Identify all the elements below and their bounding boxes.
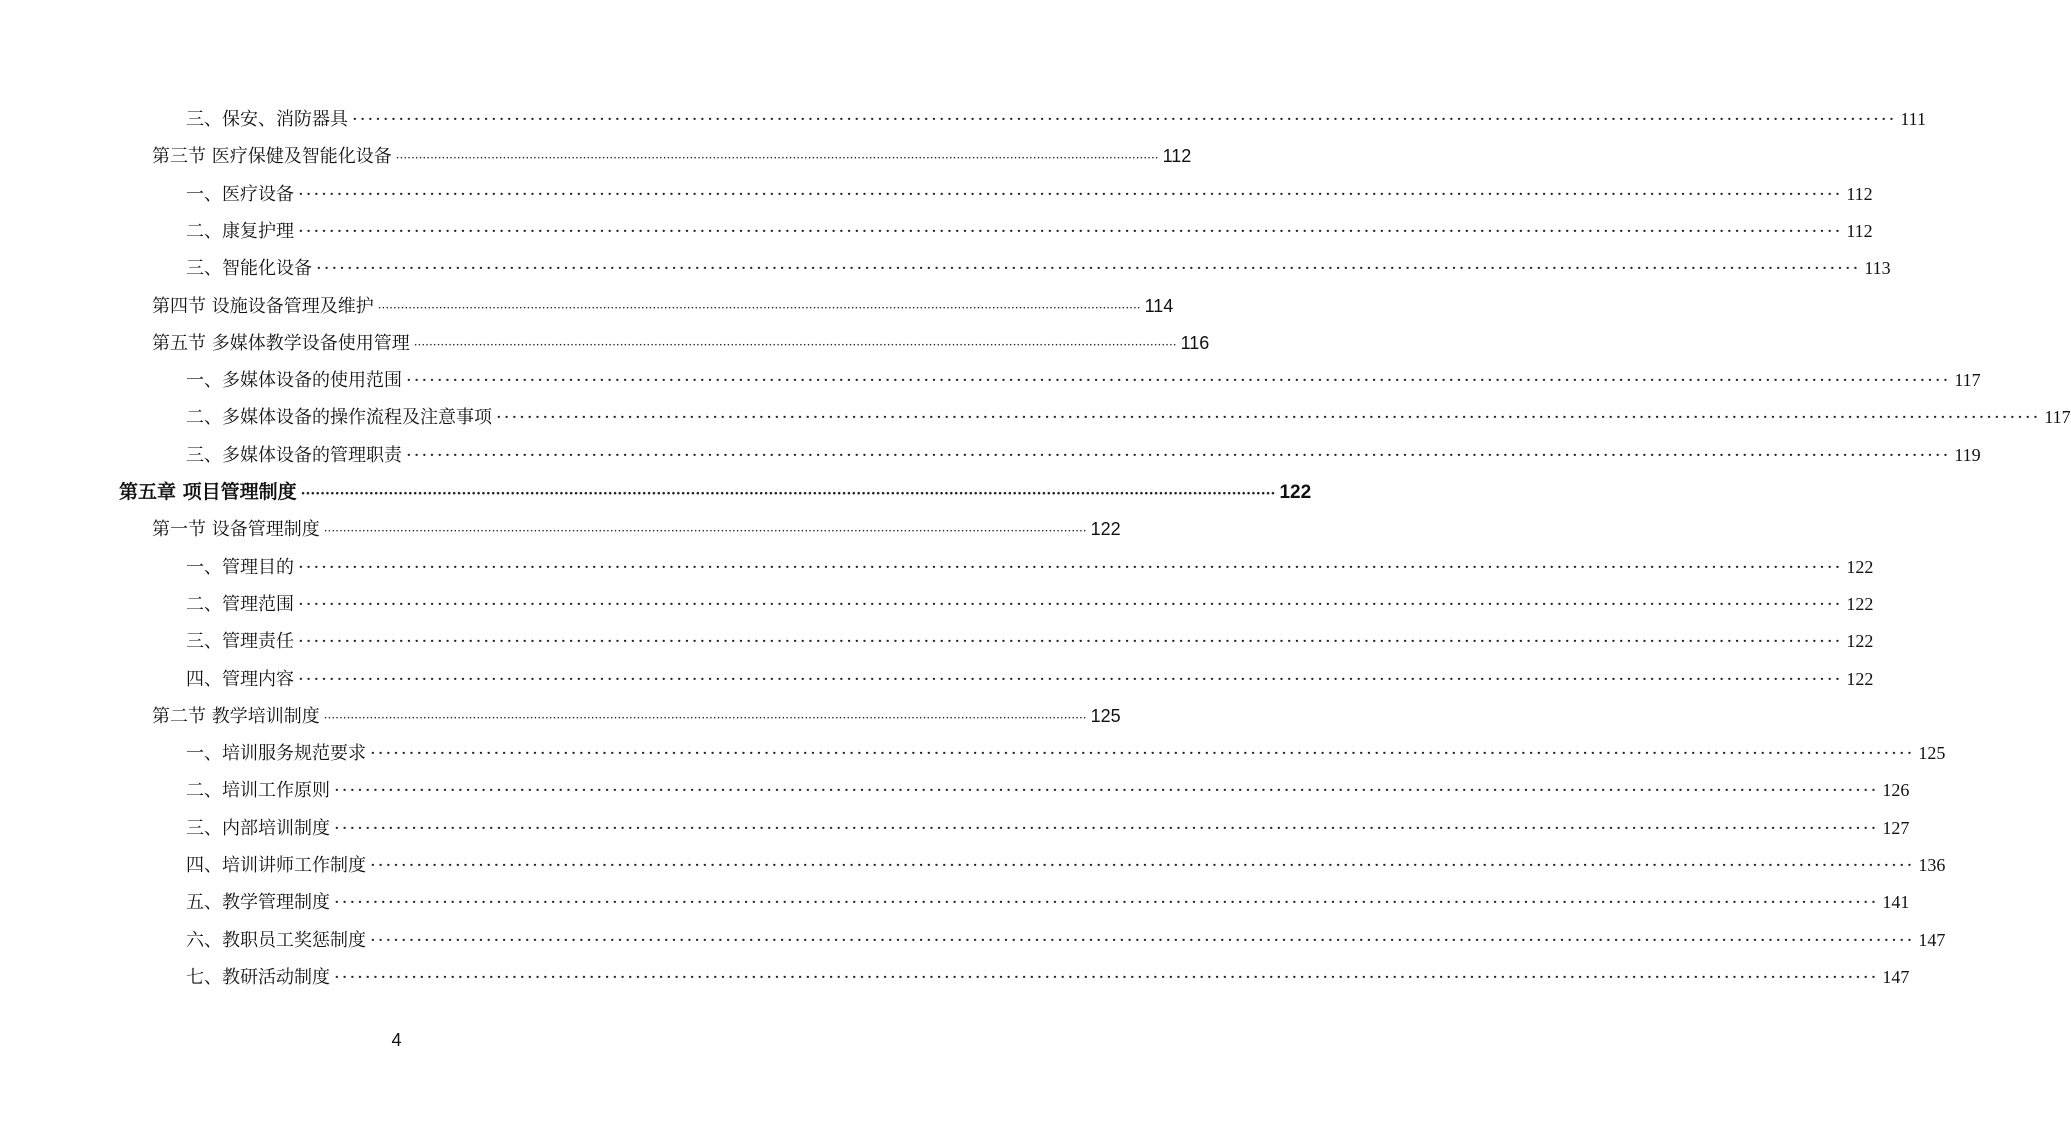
toc-entry-page: 122 bbox=[1279, 482, 1312, 503]
toc-leader-dots: ········································································································································································································ bbox=[298, 594, 1843, 615]
toc-entry[interactable] bbox=[152, 331, 1210, 355]
toc-entry[interactable] bbox=[186, 107, 1927, 131]
toc-entry-label: 一、管理目的 bbox=[186, 557, 294, 578]
toc-leader-dots: ········································································································································································································ bbox=[323, 524, 1087, 538]
toc-entry-label: 三、保安、消防器具 bbox=[186, 109, 348, 130]
toc-entry-label: 第二节 教学培训制度 bbox=[152, 706, 320, 727]
page-number: 4 bbox=[391, 1030, 402, 1050]
toc-entry[interactable] bbox=[186, 816, 1910, 840]
toc-leader-dots: ········································································································································································································ bbox=[323, 711, 1087, 725]
toc-leader-dots: ········································································································································································································ bbox=[406, 445, 1951, 466]
toc-leader-dots: ········································································································································································································ bbox=[316, 258, 1861, 279]
toc-entry-label: 三、智能化设备 bbox=[186, 258, 312, 279]
toc-entry[interactable] bbox=[186, 629, 1874, 653]
toc-entry-label: 第三节 医疗保健及智能化设备 bbox=[152, 146, 392, 167]
toc-entry[interactable] bbox=[186, 219, 1873, 243]
toc-entry[interactable] bbox=[186, 778, 1910, 802]
toc-entry[interactable] bbox=[186, 555, 1874, 579]
toc-leader-dots: ········································································································································································································ bbox=[298, 184, 1843, 205]
toc-entry-label: 一、培训服务规范要求 bbox=[186, 743, 366, 764]
toc-leader-dots: ········································································································································································································ bbox=[370, 743, 1915, 764]
toc-leader-dots: ········································································································································································································ bbox=[298, 669, 1843, 690]
toc-entry[interactable] bbox=[119, 480, 1312, 504]
toc-entry-label: 五、教学管理制度 bbox=[186, 892, 330, 913]
toc-leader-dots: ········································································································································································································ bbox=[334, 818, 1879, 839]
toc-entry-label: 一、医疗设备 bbox=[186, 184, 294, 205]
toc-entry-page: 113 bbox=[1864, 258, 1891, 278]
toc-entry-label: 七、教研活动制度 bbox=[186, 967, 330, 988]
toc-entry-page: 127 bbox=[1882, 818, 1910, 838]
toc-leader-dots: ········································································································································································································ bbox=[298, 557, 1843, 578]
toc-entry[interactable] bbox=[152, 704, 1121, 728]
toc-entry-page: 122 bbox=[1846, 594, 1874, 614]
toc-entry-page: 122 bbox=[1846, 557, 1874, 577]
toc-entry-label: 三、内部培训制度 bbox=[186, 818, 330, 839]
toc-entry[interactable] bbox=[186, 741, 1946, 765]
toc-entry[interactable] bbox=[152, 294, 1174, 318]
toc-entry-page: 114 bbox=[1144, 296, 1174, 316]
toc-entry[interactable] bbox=[186, 405, 2071, 429]
toc-entry-page: 112 bbox=[1162, 146, 1192, 166]
toc-entry-page: 111 bbox=[1900, 109, 1927, 129]
toc-entry[interactable] bbox=[186, 667, 1874, 691]
toc-entry-page: 117 bbox=[2044, 407, 2071, 427]
toc-entry-label: 二、管理范围 bbox=[186, 594, 294, 615]
toc-entry[interactable] bbox=[152, 517, 1121, 541]
toc-leader-dots: ········································································································································································································ bbox=[298, 631, 1843, 652]
toc-leader-dots: ········································································································································································································ bbox=[298, 221, 1843, 242]
toc-leader-dots: ········································································································································································································ bbox=[496, 407, 2041, 428]
toc-entry[interactable] bbox=[186, 965, 1910, 989]
toc-entry[interactable] bbox=[186, 890, 1910, 914]
toc-entry[interactable] bbox=[186, 853, 1946, 877]
toc-entry-label: 二、培训工作原则 bbox=[186, 780, 330, 801]
toc-entry-page: 122 bbox=[1090, 519, 1121, 539]
toc-entry[interactable] bbox=[186, 256, 1891, 280]
toc-entry-page: 141 bbox=[1882, 892, 1910, 912]
toc-entry-label: 二、多媒体设备的操作流程及注意事项 bbox=[186, 407, 492, 428]
toc-leader-dots: ········································································································································································································ bbox=[370, 855, 1915, 876]
toc-entry-page: 122 bbox=[1846, 669, 1874, 689]
toc-entry-label: 第五节 多媒体教学设备使用管理 bbox=[152, 333, 410, 354]
toc-entry[interactable] bbox=[186, 368, 1981, 392]
toc-entry-label: 第五章 项目管理制度 bbox=[119, 481, 297, 503]
toc-entry-page: 112 bbox=[1846, 221, 1873, 241]
toc-entry-label: 三、多媒体设备的管理职责 bbox=[186, 445, 402, 466]
toc-leader-dots: ········································································································································································································ bbox=[334, 892, 1879, 913]
toc-leader-dots: ········································································································································································································ bbox=[334, 780, 1879, 801]
toc-entry-page: 125 bbox=[1090, 706, 1121, 726]
toc-entry[interactable] bbox=[186, 592, 1874, 616]
toc-leader-dots: ········································································································································································································ bbox=[370, 930, 1915, 951]
toc-entry-page: 116 bbox=[1180, 333, 1210, 353]
toc-entry-label: 六、教职员工奖惩制度 bbox=[186, 930, 366, 951]
toc-entry-page: 147 bbox=[1882, 967, 1910, 987]
toc-leader-dots: ········································································································································································································ bbox=[377, 301, 1141, 315]
toc-entry-page: 119 bbox=[1954, 445, 1981, 465]
toc-leader-dots: ········································································································································································································ bbox=[334, 967, 1879, 988]
toc-entry-label: 第四节 设施设备管理及维护 bbox=[152, 296, 374, 317]
toc-entry-page: 122 bbox=[1846, 631, 1874, 651]
toc-entry[interactable] bbox=[186, 928, 1946, 952]
toc-entry-label: 三、管理责任 bbox=[186, 631, 294, 652]
toc-entry-label: 二、康复护理 bbox=[186, 221, 294, 242]
toc-entry-label: 一、多媒体设备的使用范围 bbox=[186, 370, 402, 391]
toc-entry-page: 147 bbox=[1918, 930, 1946, 950]
toc-entry-label: 第一节 设备管理制度 bbox=[152, 519, 320, 540]
toc-entry-label: 四、培训讲师工作制度 bbox=[186, 855, 366, 876]
toc-entry-page: 126 bbox=[1882, 780, 1910, 800]
toc-entry[interactable] bbox=[152, 144, 1192, 168]
toc-leader-dots: ········································································································································································································ bbox=[413, 338, 1177, 352]
toc-entry[interactable] bbox=[186, 182, 1873, 206]
toc-leader-dots: ········································································································································································································ bbox=[395, 151, 1159, 165]
toc-entry-page: 117 bbox=[1954, 370, 1981, 390]
toc-entry-page: 112 bbox=[1846, 184, 1873, 204]
toc-entry-label: 四、管理内容 bbox=[186, 669, 294, 690]
toc-entry-page: 136 bbox=[1918, 855, 1946, 875]
toc-entry-page: 125 bbox=[1918, 743, 1946, 763]
toc-leader-dots: ········································································································································································································ bbox=[406, 370, 1951, 391]
toc-leader-dots: ········································································································································································································ bbox=[300, 486, 1276, 502]
toc-leader-dots: ········································································································································································································ bbox=[352, 109, 1897, 130]
toc-entry[interactable] bbox=[186, 443, 1981, 467]
